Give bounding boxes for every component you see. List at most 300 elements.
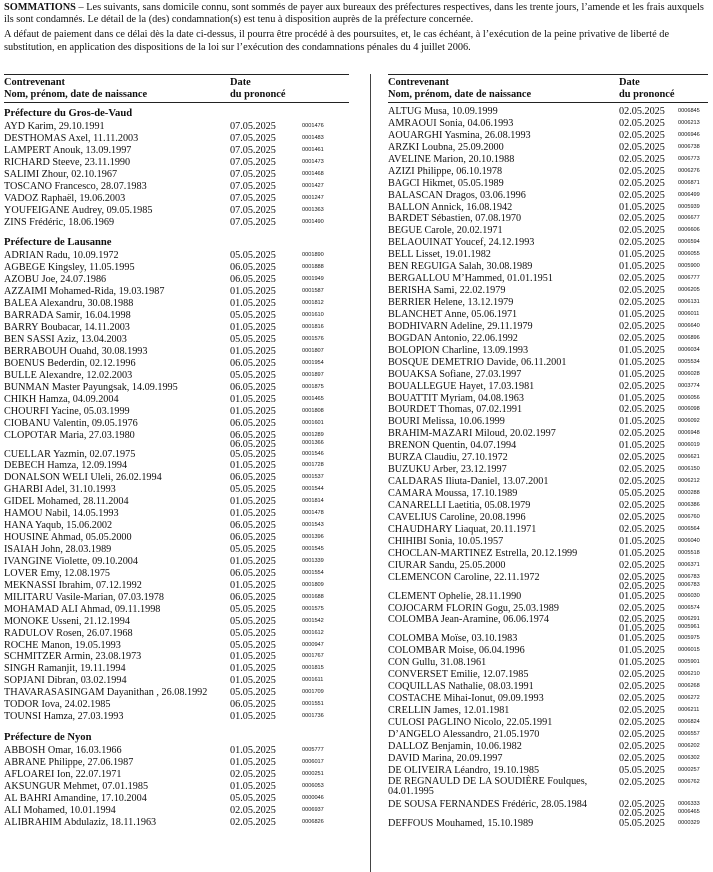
header-date <box>230 77 286 100</box>
pronounce-date: 01.05.2025 <box>619 368 665 380</box>
reference-number: 0006019 <box>678 442 700 449</box>
contrevenant-name: BELL Lisset, 19.01.1982 <box>388 249 491 261</box>
pronounce-date: 02.05.2025 <box>619 452 665 464</box>
contrevenant-name: IVANGINE Violette, 09.10.2004 <box>4 555 138 567</box>
reference-number: 0001543 <box>302 522 324 529</box>
table-row <box>4 181 349 193</box>
reference-number: 0006202 <box>678 742 700 749</box>
reference-number: 0001709 <box>302 689 324 696</box>
reference-number: 0006040 <box>678 537 700 544</box>
contrevenant-name: BEGUE Carole, 20.02.1971 <box>388 225 503 237</box>
reference-number: 0005777 <box>302 747 324 754</box>
table-row <box>388 416 708 428</box>
reference-number: 0006272 <box>678 695 700 702</box>
table-row <box>388 213 708 225</box>
pronounce-date: 01.05.2025 <box>230 322 276 334</box>
table-row <box>4 805 349 817</box>
contrevenant-name: RADULOV Rosen, 26.07.1968 <box>4 627 133 639</box>
contrevenant-name: TOSCANO Francesco, 28.07.1983 <box>4 180 147 192</box>
table-row <box>4 169 349 181</box>
reference-number: 0001339 <box>302 557 324 564</box>
reference-number: 0006034 <box>678 346 700 353</box>
table-row <box>4 406 349 418</box>
table-row <box>388 693 708 705</box>
table-row <box>388 381 708 393</box>
table-row <box>4 640 349 652</box>
contrevenant-name: AZOBU Joe, 24.07.1986 <box>4 274 107 286</box>
contrevenant-name: ADRIAN Radu, 10.09.1972 <box>4 250 119 262</box>
contrevenant-name: BOUATTIT Myriam, 04.08.1963 <box>388 392 524 404</box>
reference-number: 0006291 <box>678 616 700 623</box>
contrevenant-name: BERGALLOU M’Hammed, 01.01.1951 <box>388 273 553 285</box>
reference-number: 0006211 <box>678 707 700 714</box>
table-row <box>388 404 708 416</box>
table-header <box>388 77 708 102</box>
table-row <box>388 452 708 464</box>
table-row <box>388 657 708 669</box>
column-divider <box>370 74 371 872</box>
reference-number: 0005939 <box>678 203 700 210</box>
reference-number: 0000251 <box>302 770 324 777</box>
pronounce-date: 02.05.2025 <box>619 380 665 392</box>
document-title: SOMMATIONS <box>4 2 76 13</box>
header-rule <box>388 102 708 103</box>
reference-number: 0001815 <box>302 665 324 672</box>
pronounce-date: 01.05.2025 <box>230 345 276 357</box>
table-row <box>388 717 708 729</box>
pronounce-date: 02.05.2025 <box>619 614 665 626</box>
contrevenant-name: GIDEL Mohamed, 28.11.2004 <box>4 496 129 508</box>
reference-number: 0001612 <box>302 629 324 636</box>
contrevenant-name: CAMARA Moussa, 17.10.1989 <box>388 488 518 499</box>
contrevenant-name: BOUAKSA Sofiane, 27.03.1997 <box>388 368 522 380</box>
reference-number: 0001949 <box>302 276 324 283</box>
pronounce-date: 01.05.2025 <box>619 590 665 602</box>
pronounce-date: 01.05.2025 <box>619 657 665 669</box>
pronounce-date: 05.05.2025 <box>230 544 276 555</box>
table-row <box>4 781 349 793</box>
table-row <box>388 190 708 202</box>
contrevenant-name: BRENON Quentin, 04.07.1994 <box>388 440 517 452</box>
reference-number: 0001875 <box>302 383 324 390</box>
reference-number: 0001767 <box>302 653 324 660</box>
contrevenant-name: CHOCLAN-MARTINEZ Estrella, 20.12.1999 <box>388 547 578 559</box>
pronounce-date: 01.05.2025 <box>230 745 276 757</box>
intro-text-1: – Les suivants, sans domicile connu, sont sommés de payer aux bureaux des préfectures respectives, dans les trente jours, l’amende et les frais auxquels ils sont condamnés. Le détail de la (des) condamnation(s) est tenu à disposition auprès de la préfecture concernée. <box>4 2 704 26</box>
table-row <box>388 500 708 512</box>
table-row <box>388 777 708 799</box>
pronounce-date: 02.05.2025 <box>619 807 665 819</box>
reference-number: 0001396 <box>302 534 324 541</box>
reference-number: 0006564 <box>678 525 700 532</box>
reference-number: 0006777 <box>678 275 700 282</box>
table-row <box>4 358 349 370</box>
pronounce-date: 02.05.2025 <box>619 464 665 476</box>
reference-number: 0001476 <box>302 123 324 129</box>
contrevenant-name: GHARBI Adel, 31.10.1993 <box>4 484 116 496</box>
reference-number: 0001478 <box>302 510 324 517</box>
table-row <box>388 309 708 321</box>
table-row <box>388 633 708 645</box>
table-row <box>4 250 349 262</box>
pronounce-date: 06.05.2025 <box>230 532 276 544</box>
pronounce-date: 06.05.2025 <box>230 262 276 274</box>
contrevenant-name: RICHARD Steeve, 23.11.1990 <box>4 156 131 168</box>
left-column <box>4 74 349 829</box>
contrevenant-name: ABBOSH Omar, 16.03.1966 <box>4 745 122 757</box>
table-row <box>4 817 349 829</box>
table-row <box>388 333 708 345</box>
pronounce-date: 02.05.2025 <box>619 153 665 165</box>
reference-number: 0006465 <box>678 808 700 815</box>
pronounce-date: 01.05.2025 <box>230 663 276 675</box>
reference-number: 0001587 <box>302 288 324 295</box>
left-table-body <box>4 107 349 829</box>
reference-number: 0006499 <box>678 191 700 198</box>
pronounce-date: 02.05.2025 <box>619 332 665 344</box>
reference-number: 0001363 <box>302 206 324 213</box>
pronounce-date: 02.05.2025 <box>619 776 665 788</box>
reference-number: 0005901 <box>678 659 700 666</box>
reference-number: 0001490 <box>302 218 324 225</box>
pronounce-date: 01.05.2025 <box>619 547 665 559</box>
reference-number: 0001888 <box>302 264 324 271</box>
table-row <box>388 106 708 118</box>
pronounce-date: 01.05.2025 <box>230 711 276 723</box>
table-row <box>4 298 349 310</box>
contrevenant-name: AVELINE Marion, 20.10.1988 <box>388 153 515 165</box>
header-date-line2: du prononcé <box>619 88 675 100</box>
reference-number: 0006210 <box>678 671 700 678</box>
pronounce-date: 07.05.2025 <box>230 180 276 192</box>
reference-number: 0006871 <box>678 179 700 186</box>
table-row <box>4 145 349 157</box>
reference-number: 0001554 <box>302 569 324 576</box>
reference-number: 0006011 <box>678 310 700 317</box>
reference-number: 0000257 <box>678 766 700 773</box>
table-row <box>388 285 708 297</box>
contrevenant-name: HOUSINE Ahmad, 05.05.2000 <box>4 532 132 544</box>
pronounce-date: 02.05.2025 <box>619 580 665 592</box>
table-row <box>388 273 708 285</box>
pronounce-date: 02.05.2025 <box>619 602 665 614</box>
pronounce-date: 06.05.2025 <box>230 357 276 369</box>
table-row <box>4 699 349 711</box>
table-row <box>388 512 708 524</box>
table-row <box>388 645 708 657</box>
table-row <box>4 628 349 640</box>
pronounce-date: 02.05.2025 <box>230 816 276 828</box>
table-row <box>388 603 708 615</box>
contrevenant-name: CULOSI PAGLINO Nicolo, 22.05.1991 <box>388 717 553 728</box>
pronounce-date: 07.05.2025 <box>230 168 276 180</box>
reference-number: 0006783 <box>678 581 700 588</box>
reference-number: 0001366 <box>302 439 324 446</box>
pronounce-date: 01.05.2025 <box>619 535 665 547</box>
contrevenant-name: BRAHIM-MAZARI Miloud, 20.02.1997 <box>388 428 556 440</box>
pronounce-date: 07.05.2025 <box>230 216 276 228</box>
pronounce-date: 02.05.2025 <box>619 285 665 297</box>
prefecture-heading: Préfecture de Lausanne <box>4 237 112 249</box>
reference-number: 0001461 <box>302 146 324 153</box>
contrevenant-name: CRELLIN James, 12.01.1981 <box>388 705 510 717</box>
table-row <box>4 346 349 358</box>
contrevenant-name: CAVELIUS Caroline, 20.08.1996 <box>388 511 526 523</box>
contrevenant-name: CLOPOTAR Maria, 27.03.1980 <box>4 429 135 441</box>
table-row <box>4 217 349 229</box>
header-contrevenant-line2: Nom, prénom, date de naissance <box>388 88 532 100</box>
table-row <box>388 237 708 249</box>
reference-number: 0001601 <box>302 419 324 426</box>
reference-number: 0000046 <box>302 794 324 801</box>
table-row <box>388 118 708 130</box>
reference-number: 0001465 <box>302 395 324 402</box>
contrevenant-name: MILITARU Vasile-Marian, 07.03.1978 <box>4 591 164 603</box>
table-row <box>388 464 708 476</box>
contrevenant-name: BULLE Alexandre, 12.02.2003 <box>4 369 133 381</box>
contrevenant-name: DEFFOUS Mouhamed, 15.10.1989 <box>388 817 534 829</box>
table-row <box>388 476 708 488</box>
reference-number: 0006640 <box>678 322 700 329</box>
table-row <box>388 393 708 405</box>
header-rule <box>4 102 349 103</box>
table-header <box>4 77 349 102</box>
contrevenant-name: BOGDAN Antonio, 22.06.1992 <box>388 332 518 344</box>
contrevenant-name: AMRAOUI Sonia, 04.06.1993 <box>388 117 514 129</box>
contrevenant-name: SINGH Ramanjit, 19.11.1994 <box>4 663 126 675</box>
reference-number: 0006826 <box>302 818 324 825</box>
contrevenant-name: COSTACHE Mihai-Ionut, 09.09.1993 <box>388 693 544 705</box>
reference-number: 0006594 <box>678 239 700 246</box>
table-row <box>4 334 349 346</box>
pronounce-date: 02.05.2025 <box>619 559 665 571</box>
pronounce-date: 02.05.2025 <box>619 225 665 237</box>
contrevenant-name: AKSUNGUR Mehmet, 07.01.1985 <box>4 780 149 792</box>
contrevenant-name: BUZUKU Arber, 23.12.1997 <box>388 464 507 476</box>
contrevenant-name: BUNMAN Master Payungsak, 14.09.1995 <box>4 381 178 393</box>
table-row <box>4 449 349 461</box>
table-row <box>388 591 708 603</box>
reference-number: 0001728 <box>302 462 324 469</box>
contrevenant-name: TODOR Iova, 24.02.1985 <box>4 699 111 711</box>
contrevenant-name: BOLOPION Charline, 13.09.1993 <box>388 344 529 356</box>
table-row <box>4 286 349 298</box>
reference-number: 0001468 <box>302 170 324 177</box>
table-row <box>388 572 708 591</box>
table-row <box>388 321 708 333</box>
contrevenant-name: CIOBANU Valentin, 09.05.1976 <box>4 417 138 429</box>
table-row <box>388 154 708 166</box>
reference-number: 0001542 <box>302 617 324 624</box>
table-row <box>4 544 349 556</box>
pronounce-date: 02.05.2025 <box>619 728 665 740</box>
contrevenant-name: LOVER Emy, 12.08.1975 <box>4 567 111 579</box>
contrevenant-name: BURZA Claudiu, 27.10.1972 <box>388 452 508 464</box>
contrevenant-name: DE REGNAULD DE LA SOUDIÈRE Foulques, 04.01.1995 <box>388 775 588 798</box>
contrevenant-name: HANA Yaqub, 15.06.2002 <box>4 520 113 532</box>
header-contrevenant-line1: Contrevenant <box>388 77 449 88</box>
pronounce-date: 05.05.2025 <box>230 687 276 699</box>
contrevenant-name: COLOMBA Moïse, 03.10.1983 <box>388 633 518 645</box>
table-row <box>4 133 349 145</box>
contrevenant-name: MEKNASSI Ibrahim, 07.12.1992 <box>4 579 142 591</box>
table-row <box>4 121 349 133</box>
table-row <box>388 741 708 753</box>
table-row <box>4 592 349 604</box>
reference-number: 0001809 <box>302 581 324 588</box>
contrevenant-name: AZIZI Philippe, 06.10.1978 <box>388 165 503 177</box>
pronounce-date: 05.05.2025 <box>619 817 665 829</box>
contrevenant-name: BOENUS Bederdin, 02.12.1996 <box>4 357 136 369</box>
table-row <box>388 536 708 548</box>
pronounce-date: 05.05.2025 <box>230 334 276 345</box>
reference-number: 0006773 <box>678 155 700 162</box>
pronounce-date: 01.05.2025 <box>230 780 276 792</box>
pronounce-date: 05.05.2025 <box>230 615 276 627</box>
header-date <box>619 77 675 100</box>
contrevenant-name: VADOZ Raphaël, 19.06.2003 <box>4 192 126 204</box>
table-row <box>388 261 708 273</box>
pronounce-date: 02.05.2025 <box>619 404 665 416</box>
contrevenant-name: CONVERSET Emilie, 12.07.1985 <box>388 669 529 681</box>
table-row <box>4 460 349 472</box>
contrevenant-name: COJOCARM FLORIN Gogu, 25.03.1989 <box>388 602 559 614</box>
contrevenant-name: SCHMITZER Armin, 23.08.1973 <box>4 651 142 663</box>
pronounce-date: 07.05.2025 <box>230 132 276 144</box>
pronounce-date: 01.05.2025 <box>619 356 665 368</box>
pronounce-date: 02.05.2025 <box>619 428 665 440</box>
pronounce-date: 01.05.2025 <box>619 392 665 404</box>
reference-number: 0001247 <box>302 194 324 201</box>
reference-number: 0005975 <box>678 635 700 642</box>
table-row <box>388 818 708 830</box>
contrevenant-name: BARRADA Samir, 16.04.1998 <box>4 310 131 322</box>
intro <box>4 2 709 57</box>
pronounce-date: 06.05.2025 <box>230 381 276 393</box>
header-contrevenant-line1: Contrevenant <box>4 77 65 88</box>
table-row <box>4 675 349 687</box>
table-row <box>4 663 349 675</box>
pronounce-date: 01.05.2025 <box>619 633 665 645</box>
table-row <box>4 472 349 484</box>
contrevenant-name: BEN SASSI Aziz, 13.04.2003 <box>4 334 127 345</box>
pronounce-date: 07.05.2025 <box>230 156 276 168</box>
reference-number: 0001544 <box>302 486 324 493</box>
pronounce-date: 06.05.2025 <box>230 429 276 441</box>
reference-number: 0006098 <box>678 406 700 413</box>
pronounce-date: 07.05.2025 <box>230 121 276 132</box>
contrevenant-name: ALI Mohamed, 10.01.1994 <box>4 804 116 816</box>
table-row <box>4 520 349 532</box>
reference-number: 0006948 <box>678 430 700 437</box>
reference-number: 0001807 <box>302 347 324 354</box>
pronounce-date: 02.05.2025 <box>230 804 276 816</box>
table-row <box>4 484 349 496</box>
table-row <box>4 274 349 286</box>
reference-number: 0000288 <box>678 490 700 496</box>
pronounce-date: 02.05.2025 <box>619 320 665 332</box>
reference-number: 0006302 <box>678 754 700 761</box>
reference-number: 0006028 <box>678 370 700 377</box>
pronounce-date: 02.05.2025 <box>619 705 665 717</box>
pronounce-date: 06.05.2025 <box>230 591 276 603</box>
contrevenant-name: BOSQUE DEMETRIO Davide, 06.11.2001 <box>388 356 567 368</box>
pronounce-date: 05.05.2025 <box>230 627 276 639</box>
contrevenant-name: SOPJANI Dibran, 03.02.1994 <box>4 675 127 687</box>
reference-number: 0006030 <box>678 592 700 599</box>
intro-paragraph-2: A défaut de paiement dans ce délai dès la date ci-dessus, il pourra être procédé à des poursuites, et, le cas échéant, à l’exécution de la peine privative de liberté de substitution, en application des dispositions de la loi sur l’exécution des condamnations pénales du 4 juillet 2006. <box>4 29 670 53</box>
pronounce-date: 02.05.2025 <box>619 523 665 535</box>
pronounce-date: 01.05.2025 <box>230 508 276 520</box>
reference-number: 0001427 <box>302 182 324 189</box>
pronounce-date: 06.05.2025 <box>230 699 276 711</box>
header-date-line2: du prononcé <box>230 88 286 100</box>
pronounce-date: 02.05.2025 <box>619 189 665 201</box>
reference-number: 0001473 <box>302 158 324 165</box>
table-row <box>388 669 708 681</box>
reference-number: 0006015 <box>678 647 700 654</box>
contrevenant-name: ABRANE Philippe, 27.06.1987 <box>4 757 134 768</box>
contrevenant-name: CHIHIBI Sonia, 10.05.1957 <box>388 535 504 547</box>
reference-number: 0001551 <box>302 701 324 708</box>
table-row <box>4 616 349 628</box>
pronounce-date: 02.05.2025 <box>619 213 665 225</box>
reference-number: 0001576 <box>302 336 324 342</box>
reference-number: 0006131 <box>678 299 700 305</box>
header-contrevenant <box>388 77 531 100</box>
pronounce-date: 01.05.2025 <box>619 645 665 657</box>
reference-number: 0001736 <box>302 713 324 720</box>
reference-number: 0006371 <box>678 561 700 568</box>
contrevenant-name: ALIBRAHIM Abdulaziz, 18.11.1963 <box>4 816 157 828</box>
contrevenant-name: ARZKI Loubna, 25.09.2000 <box>388 141 504 153</box>
table-row <box>388 753 708 765</box>
contrevenant-name: CIURAR Sandu, 25.05.2000 <box>388 559 506 571</box>
table-row <box>388 202 708 214</box>
pronounce-date: 05.05.2025 <box>230 448 276 460</box>
table-row <box>4 370 349 382</box>
contrevenant-name: SALIMI Zhour, 02.10.1967 <box>4 168 118 180</box>
contrevenant-name: COQUILLAS Nathalie, 08.03.1991 <box>388 681 534 693</box>
pronounce-date: 01.05.2025 <box>230 393 276 405</box>
pronounce-date: 05.05.2025 <box>230 603 276 615</box>
table-row <box>4 262 349 274</box>
pronounce-date: 02.05.2025 <box>619 165 665 177</box>
reference-number: 0006276 <box>678 167 700 174</box>
pronounce-date: 02.05.2025 <box>619 297 665 308</box>
reference-number: 0006574 <box>678 604 700 611</box>
pronounce-date: 01.05.2025 <box>619 249 665 261</box>
contrevenant-name: BALEA Alexandru, 30.08.1988 <box>4 298 134 310</box>
contrevenant-name: DALLOZ Benjamin, 10.06.1982 <box>388 740 522 752</box>
table-row <box>4 793 349 805</box>
reference-number: 0003774 <box>678 382 700 389</box>
contrevenant-name: AZZAIMI Mohamed-Rida, 19.03.1987 <box>4 286 165 298</box>
table-row <box>4 532 349 544</box>
contrevenant-name: DAVID Marina, 20.09.1997 <box>388 752 503 764</box>
contrevenant-name: COLOMBAR Moise, 06.04.1996 <box>388 645 525 657</box>
pronounce-date: 02.05.2025 <box>619 511 665 523</box>
pronounce-date: 06.05.2025 <box>230 438 276 450</box>
contrevenant-name: AGBEGE Kingsley, 11.05.1995 <box>4 262 135 274</box>
contrevenant-name: ISAIAH John, 28.03.1989 <box>4 544 112 555</box>
pronounce-date: 01.05.2025 <box>230 460 276 472</box>
reference-number: 0006937 <box>302 806 324 813</box>
contrevenant-name: AOUARGHI Yasmina, 26.08.1993 <box>388 129 531 141</box>
pronounce-date: 01.05.2025 <box>619 308 665 320</box>
pronounce-date: 05.05.2025 <box>230 639 276 651</box>
contrevenant-name: BOURDET Thomas, 07.02.1991 <box>388 404 523 416</box>
